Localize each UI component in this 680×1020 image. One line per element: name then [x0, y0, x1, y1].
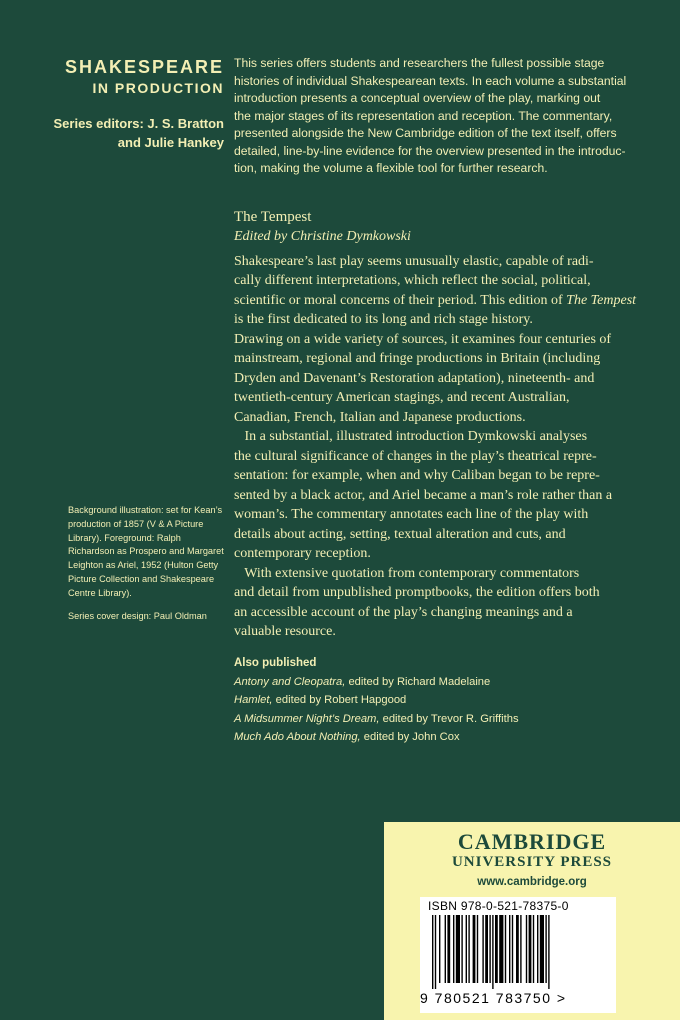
book-title: The Tempest — [234, 209, 312, 225]
series-editors — [40, 114, 224, 152]
item-title: Antony and Cleopatra, — [234, 675, 346, 688]
barcode-bar — [447, 915, 450, 983]
barcode-bar — [482, 915, 483, 983]
series-editors-line2: and Julie Hankey — [117, 135, 224, 150]
item-editor: edited by Richard Madelaine — [345, 675, 491, 688]
barcode-bar — [461, 915, 462, 983]
blurb-line: sentation: for example, when and why Caliban began to be repre- — [234, 468, 600, 483]
blurb-line: Canadian, French, Italian and Japanese productions. — [234, 409, 526, 425]
blurb-line: woman’s. The commentary annotates each line of the play with — [234, 507, 589, 522]
intro-line: the major stages of its representation and reception. The commentary, — [234, 108, 613, 123]
book-editor: Edited by Christine Dymkowski — [234, 229, 411, 244]
blurb-line: the cultural significance of changes in the play’s theatrical repre- — [234, 448, 597, 464]
publisher-url: www.cambridge.org — [477, 876, 587, 888]
barcode-bar — [439, 915, 440, 983]
credit-line: Background illustration: set for Kean’s — [68, 505, 223, 515]
blurb-line: With extensive quotation from contemporary commentators — [234, 565, 580, 581]
barcode-digits: 9 780521 783750 > — [420, 990, 567, 1006]
series-editors-line1: Series editors: J. S. Bratton — [53, 116, 224, 131]
blurb-text: scientific or moral concerns of their period. This edition of — [234, 292, 567, 308]
barcode-bar — [545, 915, 546, 983]
list-item — [234, 728, 634, 747]
intro-line: histories of individual Shakespearean texts. In each volume a substantial — [234, 73, 627, 88]
barcode-bar — [466, 915, 467, 983]
barcode-bar — [509, 915, 510, 983]
publisher-logo-sub: UNIVERSITY PRESS — [451, 854, 613, 870]
intro-line: This series offers students and researchers the fullest possible stage — [234, 56, 605, 70]
blurb-line: valuable resource. — [234, 624, 336, 639]
intro-line: tion, making the volume a flexible tool for further research. — [234, 161, 548, 175]
barcode-icon — [428, 915, 608, 989]
barcode-bar — [533, 915, 534, 983]
barcode-bar — [432, 915, 433, 989]
intro-line: introduction presents a conceptual overview of the play, marking out — [234, 91, 601, 105]
blurb-line: details about acting, setting, textual alteration and cuts, and — [234, 526, 566, 542]
barcode-bar — [456, 915, 460, 983]
barcode-bar — [492, 915, 493, 989]
barcode-bar — [495, 915, 498, 983]
barcode-bar — [529, 915, 532, 983]
series-title — [58, 56, 224, 98]
item-title: Much Ado About Nothing, — [234, 731, 361, 743]
blurb-title-ref: The Tempest — [566, 292, 637, 308]
barcode-bar — [473, 915, 476, 983]
barcode-bar — [540, 915, 544, 983]
item-editor: edited by Robert Hapgood — [272, 694, 407, 706]
barcode-bar — [445, 915, 446, 983]
barcode-bar — [505, 915, 506, 983]
blurb-line — [234, 291, 637, 311]
blurb-line: Shakespeare’s last play seems unusually elastic, capable of radi- — [234, 253, 594, 269]
blurb-line: cally different interpretations, which reflect the social, political, — [234, 273, 591, 288]
blurb-line: Dryden and Davenant’s Restoration adaptation), nineteenth- and — [234, 370, 595, 386]
barcode-bar — [477, 915, 478, 983]
intro-line: presented alongside the New Cambridge edition of the text itself, offers — [234, 126, 617, 140]
list-item — [234, 673, 634, 692]
book-blurb — [234, 207, 637, 642]
barcode-bar — [520, 915, 521, 983]
barcode-bar — [435, 915, 436, 989]
blurb-line: twentieth-century American stagings, and recent Australian, — [234, 390, 570, 405]
blurb-line: mainstream, regional and fringe productions in Britain (including — [234, 351, 601, 366]
barcode-bar — [485, 915, 488, 983]
barcode-bar — [468, 915, 469, 983]
barcode-box — [420, 897, 616, 1013]
credit-line: Leighton as Ariel, 1952 (Hulton Getty — [68, 560, 219, 571]
item-title: Hamlet, — [234, 694, 273, 706]
barcode-bar — [516, 915, 519, 983]
publisher-logo-name: CAMBRIDGE — [457, 829, 607, 854]
item-editor: edited by John Cox — [360, 731, 460, 743]
cover-design-credit: Series cover design: Paul Oldman — [68, 610, 207, 621]
blurb-line: In a substantial, illustrated introduction Dymkowski analyses — [234, 429, 588, 444]
also-published — [234, 654, 634, 747]
credit-line: Centre Library). — [68, 587, 132, 598]
series-title-line2: IN PRODUCTION — [92, 80, 224, 96]
barcode-bar — [499, 915, 503, 983]
barcode-bar — [548, 915, 549, 989]
list-item — [234, 710, 634, 729]
blurb-line: Drawing on a wide variety of sources, it examines four centuries of — [234, 331, 612, 347]
barcode-bar — [526, 915, 527, 983]
credit-line: Library). Foreground: Ralph — [68, 532, 181, 543]
item-editor: edited by Trevor R. Griffiths — [379, 712, 519, 725]
publisher-panel — [384, 822, 680, 1020]
also-published-heading: Also published — [234, 657, 317, 669]
series-description — [234, 55, 634, 178]
credit-line: production of 1857 (V & A Picture — [68, 518, 204, 529]
barcode-bar — [453, 915, 454, 983]
series-title-line1: SHAKESPEARE — [64, 57, 224, 77]
blurb-line: an accessible account of the play’s changing meanings and a — [234, 604, 573, 620]
barcode-bar — [489, 915, 490, 983]
intro-line: detailed, line-by-line evidence for the overview presented in the introduc- — [234, 143, 626, 158]
credit-line: Picture Collection and Shakespeare — [68, 573, 215, 584]
blurb-line: is the first dedicated to its long and rich stage history. — [234, 312, 533, 327]
illustration-credits — [68, 504, 238, 623]
item-title: A Midsummer Night’s Dream, — [234, 712, 380, 725]
blurb-line: sented by a black actor, and Ariel became a man’s role rather than a — [234, 487, 613, 503]
isbn-label: ISBN 978-0-521-78375-0 — [428, 899, 569, 913]
barcode-bar — [537, 915, 538, 983]
barcode-bar — [512, 915, 513, 983]
list-item — [234, 691, 634, 710]
blurb-line: and detail from unpublished promptbooks, the edition offers both — [234, 585, 600, 600]
blurb-line: contemporary reception. — [234, 546, 371, 561]
credit-line: Richardson as Prospero and Margaret — [68, 546, 224, 557]
